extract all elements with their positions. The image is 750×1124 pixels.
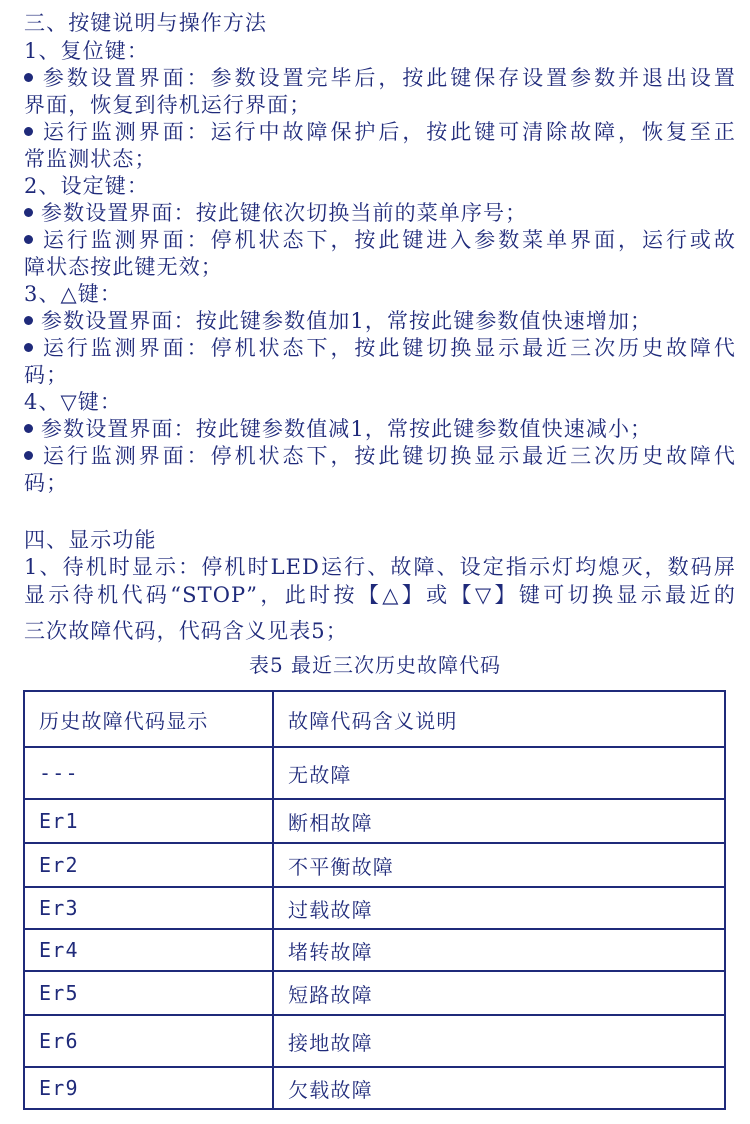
- fault-code-cell: Er9: [24, 1067, 273, 1109]
- section4-para-line1: 1、待机时显示：停机时LED运行、故障、设定指示灯均熄灭，数码屏: [24, 555, 736, 579]
- fault-code-cell: Er5: [24, 971, 273, 1015]
- fault-code-cell: Er3: [24, 887, 273, 929]
- table-row: [24, 843, 725, 887]
- fault-meaning-cell: 欠载故障: [273, 1067, 725, 1109]
- bullet-icon: [24, 208, 33, 217]
- key2-bullet1-text: 参数设置界面：按此键依次切换当前的菜单序号；: [41, 201, 528, 225]
- bullet-icon: [24, 73, 33, 82]
- key2-bullet2-text: 运行监测界面：停机状态下，按此键进入参数菜单界面，运行或故: [41, 228, 736, 252]
- table-row: [24, 1067, 725, 1109]
- key2-title: 2、设定键：: [24, 174, 149, 198]
- key3-bullet2-line2: 码；: [24, 363, 69, 387]
- bullet-icon: [24, 343, 33, 352]
- table-row: [24, 1015, 725, 1067]
- fault-code-cell: Er1: [24, 799, 273, 843]
- bullet-icon: [24, 424, 33, 433]
- header-code-meaning: 故障代码含义说明: [273, 691, 725, 747]
- section4-para-line2: 显示待机代码“STOP”，此时按【△】或【▽】键可切换显示最近的: [24, 583, 736, 607]
- fault-meaning-cell: 断相故障: [273, 799, 725, 843]
- key2-bullet2-line1: [24, 227, 736, 254]
- bullet-icon: [24, 127, 33, 136]
- key4-bullet1-line1: [24, 416, 736, 443]
- bullet-icon: [24, 235, 33, 244]
- table-row: [24, 747, 725, 799]
- fault-meaning-cell: 无故障: [273, 747, 725, 799]
- key1-bullet2-text: 运行监测界面：运行中故障保护后，按此键可清除故障，恢复至正: [41, 120, 736, 144]
- fault-meaning-cell: 短路故障: [273, 971, 725, 1015]
- key1-bullet1-text: 参数设置界面：参数设置完毕后，按此键保存设置参数并退出设置: [41, 66, 736, 90]
- key3-bullet2-text: 运行监测界面：停机状态下，按此键切换显示最近三次历史故障代: [41, 336, 736, 360]
- key2-bullet2-line2: 障状态按此键无效；: [24, 255, 223, 279]
- fault-meaning-cell: 过载故障: [273, 887, 725, 929]
- key1-bullet1-line2: 界面，恢复到待机运行界面；: [24, 93, 312, 117]
- fault-meaning-cell: 不平衡故障: [273, 843, 725, 887]
- fault-meaning-cell: 接地故障: [273, 1015, 725, 1067]
- key3-bullet1-text: 参数设置界面：按此键参数值加1，常按此键参数值快速增加；: [41, 309, 653, 333]
- key1-bullet2-line2: 常监测状态；: [24, 147, 157, 171]
- key1-title: 1、复位键：: [24, 39, 149, 63]
- key2-bullet1-line1: [24, 200, 736, 227]
- table-caption: 表5 最近三次历史故障代码: [248, 653, 502, 677]
- table-row: [24, 971, 725, 1015]
- table-header-row: [24, 691, 725, 747]
- section3-heading: 三、按键说明与操作方法: [24, 11, 268, 35]
- key4-bullet2-line2: 码；: [24, 471, 69, 495]
- bullet-icon: [24, 316, 33, 325]
- key4-bullet2-line1: [24, 443, 736, 470]
- fault-code-cell: Er2: [24, 843, 273, 887]
- table-row: [24, 887, 725, 929]
- key1-bullet2-line1: [24, 119, 736, 146]
- fault-code-cell: Er6: [24, 1015, 273, 1067]
- table-row: [24, 799, 725, 843]
- fault-code-cell: Er4: [24, 929, 273, 971]
- fault-code-table: [23, 690, 726, 1110]
- key4-bullet1-text: 参数设置界面：按此键参数值减1，常按此键参数值快速减小；: [41, 417, 653, 441]
- key3-title: 3、△键：: [24, 282, 123, 306]
- fault-code-cell: ---: [24, 747, 273, 799]
- header-code-display: 历史故障代码显示: [24, 691, 273, 747]
- key3-bullet2-line1: [24, 335, 736, 362]
- key4-bullet2-text: 运行监测界面：停机状态下，按此键切换显示最近三次历史故障代: [41, 444, 736, 468]
- section4-para-line3: 三次故障代码，代码含义见表5；: [24, 619, 348, 643]
- key4-title: 4、▽键：: [24, 390, 123, 414]
- bullet-icon: [24, 451, 33, 460]
- key3-bullet1-line1: [24, 308, 736, 335]
- table-row: [24, 929, 725, 971]
- section4-heading: 四、显示功能: [24, 528, 157, 552]
- fault-meaning-cell: 堵转故障: [273, 929, 725, 971]
- key1-bullet1-line1: [24, 65, 736, 92]
